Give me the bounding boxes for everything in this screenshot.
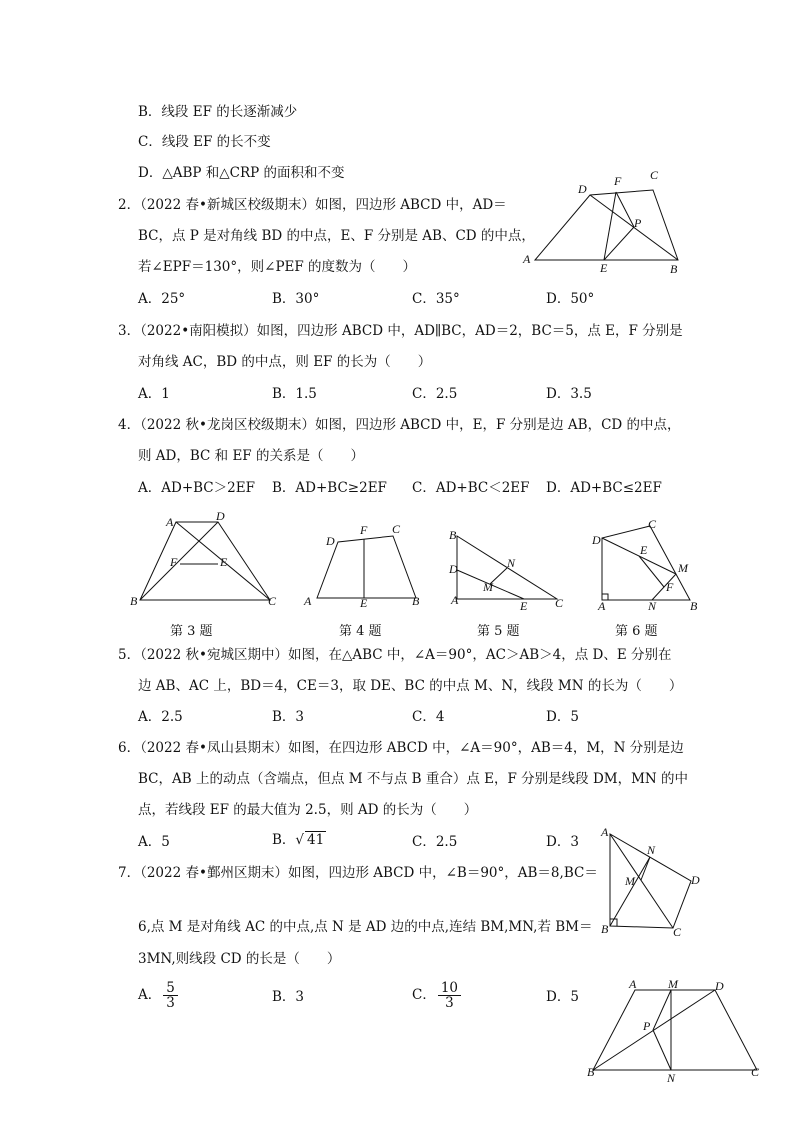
caption-q3: 第 3 题 xyxy=(170,624,213,639)
q7-option-a-prefix: A． xyxy=(138,987,162,1003)
fig8-label-b: B xyxy=(587,1065,595,1079)
fig6-label-n: N xyxy=(648,599,657,613)
figure-q3 xyxy=(128,509,288,612)
fig6-label-d: D xyxy=(592,533,601,547)
caption-q6: 第 6 题 xyxy=(615,624,658,639)
fig8-label-d: D xyxy=(715,979,724,993)
fig2-label-c: C xyxy=(650,168,659,182)
q2-option-c: C．35° xyxy=(412,291,460,307)
fig3-label-a: A xyxy=(166,515,174,529)
figure-q7 xyxy=(595,825,705,939)
fig6-label-a: A xyxy=(598,599,606,613)
q3-option-b: B．1.5 xyxy=(272,386,317,402)
fig5-label-a: A xyxy=(451,593,459,607)
fig8-label-p: P xyxy=(643,1019,651,1033)
q4-option-d: D．AD+BC≤2EF xyxy=(546,480,662,496)
q4-line1: 4．（2022 秋•龙岗区校级期末）如图，四边形 ABCD 中，E，F 分别是边 AB，CD 的中点， xyxy=(118,417,681,433)
q4-option-c: C．AD+BC＜2EF xyxy=(412,480,530,496)
fig7-label-b: B xyxy=(601,922,609,936)
q7-option-a-fraction xyxy=(163,981,178,1010)
fig8-label-a: A xyxy=(629,977,637,991)
fig2-label-f: F xyxy=(614,174,622,188)
fig5-label-d: D xyxy=(449,562,458,576)
fig2-label-d: D xyxy=(578,182,587,196)
figure-q2 xyxy=(518,165,698,275)
q6-option-b-prefix: B． xyxy=(272,832,296,848)
q7-option-c-numerator: 10 xyxy=(438,981,461,996)
fig7-label-c: C xyxy=(673,925,682,939)
q7-line2: 6,点 M 是对角线 AC 的中点,点 N 是 AD 边的中点,连结 BM,MN,若 BM＝ xyxy=(138,919,593,935)
q2-option-d: D．50° xyxy=(546,291,595,307)
q1-option-b: B．线段 EF 的长逐渐减少 xyxy=(138,104,298,120)
fig7-label-m: M xyxy=(625,874,635,888)
figure-q5 xyxy=(445,524,575,624)
sqrt-icon: √ xyxy=(295,832,305,848)
fig6-label-b: B xyxy=(690,599,698,613)
q7-option-c-fraction xyxy=(438,981,461,1010)
q3-option-a: A．1 xyxy=(138,386,170,402)
fig2-label-b: B xyxy=(670,262,678,276)
q2-line2: BC，点 P 是对角线 BD 的中点，E、F 分别是 AB、CD 的中点， xyxy=(138,228,535,244)
q7-option-c-prefix: C． xyxy=(412,987,436,1003)
fig6-label-e: E xyxy=(640,543,648,557)
q2-option-b: B．30° xyxy=(272,291,320,307)
fig4-label-a: A xyxy=(304,594,312,608)
caption-q5: 第 5 题 xyxy=(477,624,520,639)
q6-option-c: C．2.5 xyxy=(412,834,458,850)
fig4-label-e: E xyxy=(360,596,368,610)
q4-option-b: B．AD+BC≥2EF xyxy=(272,480,387,496)
q5-line2: 边 AB、AC 上，BD＝4，CE＝3，取 DE、BC 的中点 M、N，线段 MN 的长为（ ） xyxy=(138,678,683,694)
q5-option-b: B．3 xyxy=(272,709,305,725)
q7-option-d: D．5 xyxy=(546,989,579,1005)
fig6-label-c: C xyxy=(648,517,657,531)
q3-option-d: D．3.5 xyxy=(546,386,592,402)
caption-q4: 第 4 题 xyxy=(339,624,382,639)
figure-q8 xyxy=(583,978,773,1088)
fig4-label-f: F xyxy=(360,523,368,537)
fig3-label-c: C xyxy=(268,594,277,608)
q6-option-d: D．3 xyxy=(546,834,579,850)
fig5-label-n: N xyxy=(507,556,516,570)
q6-line2: BC，AB 上的动点（含端点，但点 M 不与点 B 重合）点 E，F 分别是线段 DM，MN 的中 xyxy=(138,771,689,787)
q4-option-a: A．AD+BC＞2EF xyxy=(138,480,255,496)
q7-line3: 3MN,则线段 CD 的长是（ ） xyxy=(138,951,341,967)
fig8-label-m: M xyxy=(668,977,678,991)
fig4-label-c: C xyxy=(392,522,401,536)
q3-line1: 3．（2022•南阳模拟）如图，四边形 ABCD 中，AD∥BC，AD＝2，BC＝5，点 E，F 分别是 xyxy=(118,323,683,339)
fig7-label-d: D xyxy=(691,873,700,887)
q7-option-c xyxy=(412,981,463,1010)
q3-option-c: C．2.5 xyxy=(412,386,458,402)
fig2-label-p: P xyxy=(634,216,642,230)
q1-option-c: C．线段 EF 的长不变 xyxy=(138,134,271,150)
q7-option-a xyxy=(138,981,180,1010)
q6-option-a: A．5 xyxy=(138,834,170,850)
fig2-label-a: A xyxy=(523,252,531,266)
fig3-label-e: E xyxy=(220,555,228,569)
q6-option-b-radicand: 41 xyxy=(307,832,325,848)
fig5-label-c: C xyxy=(555,596,564,610)
q7-option-a-numerator: 5 xyxy=(163,981,178,996)
q5-option-c: C．4 xyxy=(412,709,445,725)
fig4-label-b: B xyxy=(412,594,420,608)
q4-line2: 则 AD，BC 和 EF 的关系是（ ） xyxy=(138,448,364,464)
q7-option-c-denominator: 3 xyxy=(445,995,454,1011)
fig6-label-f: F xyxy=(666,580,674,594)
q5-option-a: A．2.5 xyxy=(138,709,183,725)
q3-line2: 对角线 AC，BD 的中点，则 EF 的长为（ ） xyxy=(138,354,432,370)
fig5-label-b: B xyxy=(449,528,457,542)
q7-option-b: B．3 xyxy=(272,989,305,1005)
fig2-label-e: E xyxy=(600,261,608,275)
fig3-label-f: F xyxy=(170,555,178,569)
fig8-label-n: N xyxy=(667,1071,676,1085)
fig5-label-e: E xyxy=(520,599,528,613)
q1-option-d: D．△ABP 和△CRP 的面积和不变 xyxy=(138,165,345,181)
q5-line1: 5．（2022 秋•宛城区期中）如图，在△ABC 中，∠A＝90°，AC＞AB＞4，点 D、E 分别在 xyxy=(118,647,672,663)
fig6-label-m: M xyxy=(678,561,688,575)
q7-option-a-denominator: 3 xyxy=(166,995,175,1011)
q2-line1: 2．（2022 春•新城区校级期末）如图，四边形 ABCD 中，AD＝ xyxy=(118,197,507,213)
q5-option-d: D．5 xyxy=(546,709,579,725)
q6-line1: 6．（2022 春•凤山县期末）如图，在四边形 ABCD 中，∠A＝90°，AB＝4，M，N 分别是边 xyxy=(118,740,684,756)
q7-line1: 7．（2022 春•鄞州区期末）如图，四边形 ABCD 中，∠B＝90°，AB＝8,BC＝ xyxy=(118,865,598,881)
fig4-label-d: D xyxy=(326,534,335,548)
q2-line3: 若∠EPF＝130°，则∠PEF 的度数为（ ） xyxy=(138,259,417,275)
fig3-label-d: D xyxy=(216,509,225,523)
q2-option-a: A．25° xyxy=(138,291,186,307)
figure-q6 xyxy=(590,516,710,616)
figure-q4 xyxy=(298,512,438,612)
fig7-label-n: N xyxy=(647,843,656,857)
q6-line3: 点，若线段 EF 的最大值为 2.5，则 AD 的长为（ ） xyxy=(138,802,478,818)
q6-option-b xyxy=(272,831,326,849)
fig3-label-b: B xyxy=(130,594,138,608)
fig5-label-m: M xyxy=(483,580,493,594)
fig7-label-a: A xyxy=(601,825,609,839)
fig8-label-c: C xyxy=(751,1065,760,1079)
